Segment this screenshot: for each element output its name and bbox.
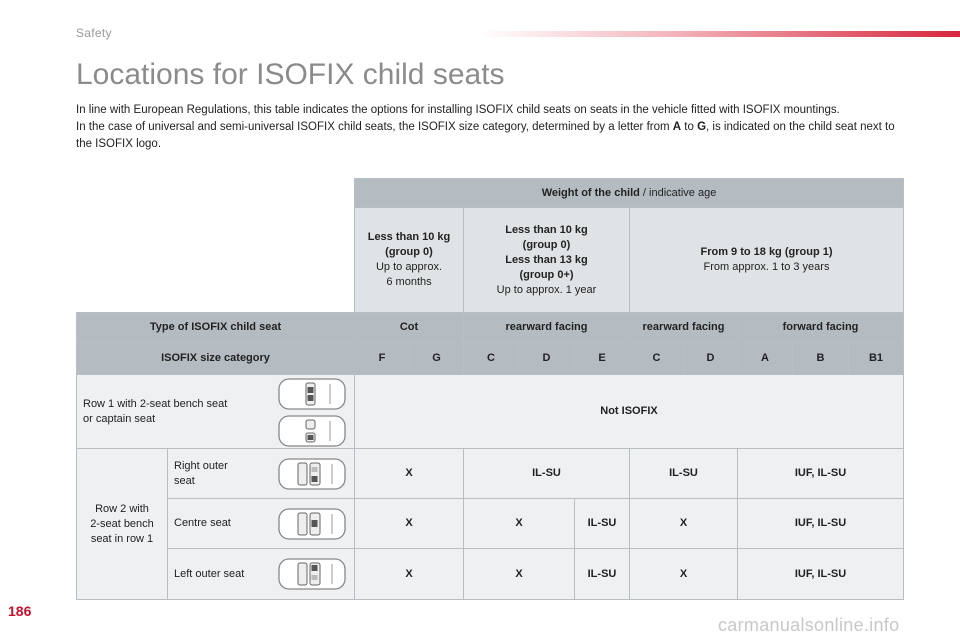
size-c2: C — [629, 342, 684, 375]
group-2-line-2: (group 0) — [522, 238, 571, 251]
row2-label-line-1: Row 2 with — [95, 502, 149, 515]
intro-letter-g: G — [697, 121, 707, 133]
weight-header-rest: / indicative age — [639, 186, 717, 199]
car-left-seat-icon — [278, 558, 346, 590]
row2-label-line-3: seat in row 1 — [90, 532, 154, 545]
row1-not-isofix: Not ISOFIX — [354, 374, 904, 449]
right-forward: IUF, IL-SU — [737, 448, 904, 499]
intro-to: to — [681, 121, 698, 133]
car-centre-seat-icon — [278, 508, 346, 540]
group-1-line-4: 6 months — [386, 276, 432, 288]
row2-centre-label: Centre seat — [167, 498, 355, 549]
row1-label-line-1: Row 1 with 2-seat bench seat — [83, 397, 228, 410]
section-label: Safety — [76, 26, 112, 40]
row1-label-line-2: or captain seat — [83, 412, 156, 425]
intro-line-1: In line with European Regulations, this table indicates the options for installing ISOFIX child seats on seats in the vehicle fitted with ISOFIX mountings. — [76, 104, 840, 116]
group-2-line-1: Less than 10 kg — [505, 223, 588, 236]
group-2-line-4: (group 0+) — [519, 268, 574, 281]
left-rearward-2: X — [629, 548, 738, 600]
centre-cot: X — [354, 498, 464, 549]
group-1-line-2: (group 0) — [385, 246, 433, 258]
left-cot: X — [354, 548, 464, 600]
weight-header — [354, 178, 904, 208]
header-accent-bar — [480, 31, 960, 37]
group-rear-header — [463, 207, 630, 313]
row2-label-line-2: 2-seat bench — [90, 517, 154, 530]
group-3-line-2: From approx. 1 to 3 years — [703, 261, 830, 273]
row2-left-label: Left outer seat — [167, 548, 355, 600]
right-rearward-2: IL-SU — [629, 448, 738, 499]
type-cot: Cot — [354, 312, 464, 343]
left-rearward-1b: IL-SU — [574, 548, 630, 600]
type-forward: forward facing — [737, 312, 904, 343]
right-rearward-1: IL-SU — [463, 448, 630, 499]
type-label: Type of ISOFIX child seat — [76, 312, 355, 343]
right-cot: X — [354, 448, 464, 499]
intro-line-2-end: , is indicated on the child seat next to the ISOFIX logo. — [76, 121, 895, 150]
centre-forward: IUF, IL-SU — [737, 498, 904, 549]
page-title: Locations for ISOFIX child seats — [76, 58, 505, 91]
intro-letter-a: A — [672, 121, 682, 133]
size-d: D — [518, 342, 575, 375]
size-f: F — [354, 342, 410, 375]
size-a: A — [737, 342, 793, 375]
group-1-line-3: Up to approx. — [375, 261, 443, 273]
size-c: C — [463, 342, 519, 375]
watermark: carmanualsonline.info — [718, 615, 900, 635]
group-2-line-5: Up to approx. 1 year — [496, 283, 597, 296]
size-label: ISOFIX size category — [76, 342, 355, 375]
right-seat-label-line-2: seat — [174, 474, 195, 487]
car-right-seat-icon — [278, 458, 346, 490]
type-rearward-1: rearward facing — [463, 312, 630, 343]
right-seat-label-line-1: Right outer — [174, 459, 228, 472]
size-b: B — [792, 342, 849, 375]
centre-rearward-2: X — [629, 498, 738, 549]
car-front-seat-icon-1 — [278, 378, 346, 410]
size-e: E — [574, 342, 630, 375]
page-number: 186 — [8, 603, 32, 619]
group-1-line-1: Less than 10 kg — [367, 231, 451, 243]
row2-label-cell — [76, 448, 168, 600]
centre-rearward-1a: X — [463, 498, 575, 549]
size-d2: D — [683, 342, 738, 375]
car-captain-seat-icon — [278, 415, 346, 447]
group-1-header — [629, 207, 904, 313]
centre-rearward-1b: IL-SU — [574, 498, 630, 549]
group-cot-header — [354, 207, 464, 313]
size-b1: B1 — [848, 342, 904, 375]
intro-paragraph — [76, 102, 906, 153]
weight-header-bold: Weight of the child — [541, 186, 640, 199]
left-rearward-1a: X — [463, 548, 575, 600]
size-g: G — [409, 342, 464, 375]
left-forward: IUF, IL-SU — [737, 548, 904, 600]
intro-line-2-start: In the case of universal and semi-universal ISOFIX child seats, the ISOFIX size category, determined by a letter from — [76, 121, 673, 133]
type-rearward-2: rearward facing — [629, 312, 738, 343]
group-3-line-1: From 9 to 18 kg (group 1) — [700, 246, 833, 258]
group-2-line-3: Less than 13 kg — [505, 253, 588, 266]
